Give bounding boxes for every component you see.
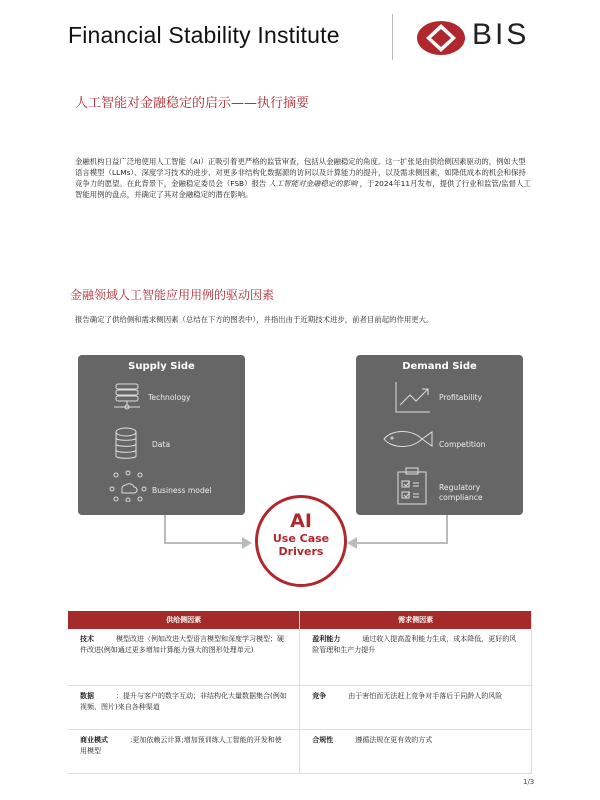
cell-key: 技术 — [80, 635, 94, 643]
header-demand: 需求侧因素 — [300, 611, 532, 629]
demand-side-title: Demand Side — [402, 361, 477, 372]
demand-cell — [300, 629, 532, 685]
cell-key: 数据 — [80, 691, 94, 700]
supply-side-box — [78, 355, 245, 515]
demand-side-box — [356, 355, 523, 515]
center-ai: AI — [290, 510, 312, 532]
growth-chart-icon — [394, 381, 432, 413]
org-name: Financial Stability Institute — [68, 22, 340, 48]
ai-use-case-drivers-circle — [255, 495, 347, 587]
section-heading: 金融领域人工智能应用用例的驱动因素 — [70, 288, 275, 302]
table-row — [68, 629, 532, 685]
business-network-icon — [108, 470, 148, 502]
demand-item-competition: Competition — [439, 440, 486, 449]
page-title: 人工智能对金融稳定的启示——执行摘要 — [75, 96, 310, 111]
cell-text: 通过收入提高盈利能力生成，成本降低，更好的风险管理和生产力提升 — [312, 635, 517, 654]
demand-item-profitability: Profitability — [439, 393, 483, 402]
report-link[interactable]: 人工智能对金融稳定的影响 — [268, 179, 358, 188]
section-intro: 报告确定了供给侧和需求侧因素（总结在下方的图表中），并指出由于近期技术进步，前者目前起的作用更大。 — [75, 315, 434, 324]
supply-cell — [68, 629, 300, 685]
supply-cell — [68, 685, 300, 729]
center-line2: Use Case — [272, 532, 330, 545]
supply-item-business-model: Business model — [152, 486, 212, 495]
checklist-icon — [396, 467, 428, 505]
drivers-table — [68, 611, 532, 774]
cell-key: 商业模式 — [80, 735, 108, 744]
cell-key: 竞争 — [312, 691, 327, 700]
table-row — [68, 685, 532, 729]
cell-key: 合规性 — [312, 735, 334, 744]
supply-cell — [68, 729, 300, 773]
cell-text: 遵循法规在更有效的方式 — [355, 735, 433, 744]
supply-item-data: Data — [152, 440, 171, 449]
table-row — [68, 729, 532, 773]
bis-logo-text: BIS — [472, 18, 530, 51]
center-line3: Drivers — [278, 545, 324, 558]
database-icon — [114, 427, 138, 461]
cell-text: ：提升与客户的数字互动；非结构化大量数据集合(例如视频、图片)来自各种渠道 — [80, 691, 287, 711]
page-number: 1/3 — [523, 778, 535, 786]
cell-text: 由于害怕而无法赶上竞争对手落后于同龄人的风险 — [348, 691, 503, 700]
cell-text: :更加依赖云计算;增加预训练人工智能的开发和使用模型 — [80, 735, 282, 755]
summary-text: 金融机构日益广泛地使用人工智能（AI）正吸引着更严格的监管审查，包括从金融稳定的角度。这一扩张是由供给侧因素驱动的，例如大型语言模型（LLMs）、深度学习技术的进步、对更多非结构化数据源的访问以及计算能力的提升，以及需求侧因素，如降低成本的机会和保持竞争力的愿望。在此背景下，金融稳定委员会（FSB）报告 — [75, 157, 526, 188]
summary-text-2: ，于2024年11月发布，提供了行业和监管/监督人工智能用例的盘点，并确定了其对金融稳定的潜在影响。 — [75, 179, 531, 199]
server-icon — [112, 383, 142, 411]
demand-cell — [300, 729, 532, 773]
cell-key: 盈利能力 — [312, 635, 341, 643]
demand-item-regulatory-compliance: Regulatory compliance — [439, 483, 483, 502]
cell-text: 模型改进（例如改进大型语言模型和深度学习模型；硬件改进(例如通过更多增加计算能力强大的图形处理单元) — [80, 635, 284, 654]
supply-item-technology: Technology — [148, 393, 191, 402]
fish-icon — [380, 427, 434, 451]
header-supply: 供给侧因素 — [68, 611, 300, 629]
demand-cell — [300, 685, 532, 729]
supply-side-title: Supply Side — [128, 361, 195, 372]
